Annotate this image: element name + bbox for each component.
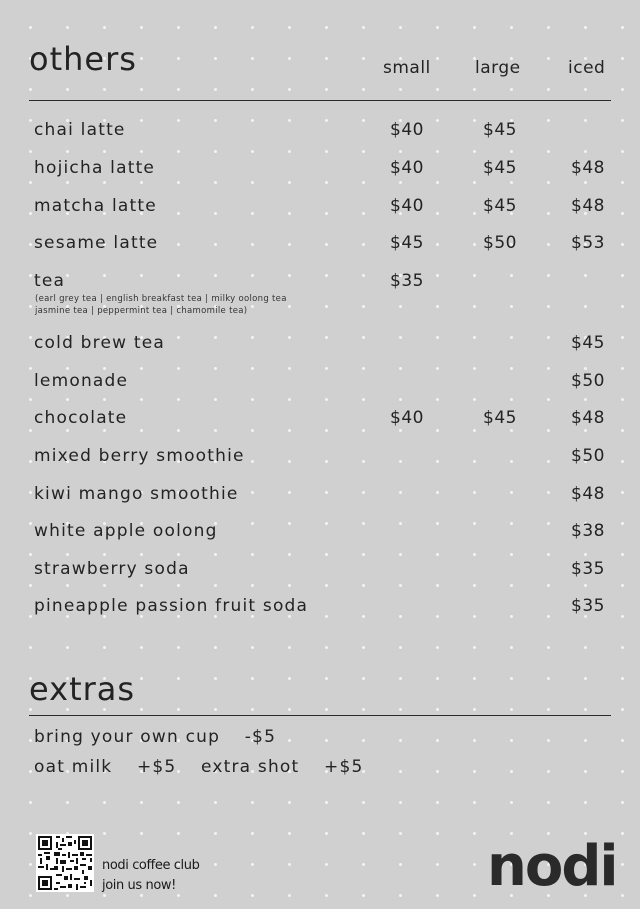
price-small: $40	[390, 196, 424, 216]
extra-price: -$5	[244, 727, 277, 747]
menu-item-cold-brew-tea	[0, 333, 640, 363]
price-iced: $53	[571, 233, 605, 253]
menu-item-pineapple-passion-fruit-soda	[0, 596, 640, 626]
item-name: chocolate	[34, 408, 128, 428]
item-name: sesame latte	[34, 233, 159, 253]
extra-extra-shot	[201, 757, 364, 777]
price-iced: $48	[571, 484, 605, 504]
price-large: $45	[483, 408, 517, 428]
price-small: $40	[390, 120, 424, 140]
price-iced: $35	[571, 559, 605, 579]
brand-logo: nodi	[487, 834, 617, 899]
price-iced: $50	[571, 371, 605, 391]
extra-price: +$5	[324, 757, 364, 777]
menu-item-matcha-latte	[0, 196, 640, 226]
column-header-large: large	[475, 58, 521, 78]
price-small: $35	[390, 271, 424, 291]
item-name: cold brew tea	[34, 333, 165, 353]
club-name: nodi coffee club	[102, 858, 200, 873]
item-name: white apple oolong	[34, 521, 218, 541]
price-iced: $38	[571, 521, 605, 541]
extra-label: bring your own cup	[34, 727, 221, 747]
extra-price: +$5	[136, 757, 177, 777]
qr-code-icon[interactable]	[36, 834, 94, 892]
item-name: strawberry soda	[34, 559, 190, 579]
price-iced: $35	[571, 596, 605, 616]
price-large: $45	[483, 196, 517, 216]
price-iced: $48	[571, 158, 605, 178]
menu-item-chai-latte	[0, 120, 640, 150]
menu-item-tea	[0, 271, 640, 321]
item-name: mixed berry smoothie	[34, 446, 245, 466]
others-title: others	[29, 40, 137, 78]
item-name: tea	[34, 271, 66, 291]
menu-item-sesame-latte	[0, 233, 640, 263]
extra-oat-milk	[34, 757, 176, 777]
club-invite	[102, 856, 199, 896]
price-iced: $48	[571, 408, 605, 428]
menu-item-chocolate	[0, 408, 640, 438]
price-small: $45	[390, 233, 424, 253]
tea-note-line: (earl grey tea | english breakfast tea | milky oolong tea	[35, 294, 287, 304]
item-name: matcha latte	[34, 196, 157, 216]
menu-item-hojicha-latte	[0, 158, 640, 188]
item-name: kiwi mango smoothie	[34, 484, 239, 504]
column-header-small: small	[383, 58, 431, 78]
extra-byo-cup	[34, 727, 276, 747]
menu-item-kiwi-mango-smoothie	[0, 484, 640, 514]
price-large: $45	[483, 120, 517, 140]
price-large: $50	[483, 233, 517, 253]
item-name: chai latte	[34, 120, 126, 140]
item-name: hojicha latte	[34, 158, 156, 178]
menu-item-mixed-berry-smoothie	[0, 446, 640, 476]
item-name: pineapple passion fruit soda	[34, 596, 309, 616]
column-header-iced: iced	[568, 58, 606, 78]
others-header	[29, 40, 611, 101]
extra-label: extra shot	[201, 757, 300, 777]
price-small: $40	[390, 408, 424, 428]
tea-variety-note	[35, 293, 355, 317]
price-iced: $48	[571, 196, 605, 216]
menu-item-white-apple-oolong	[0, 521, 640, 551]
menu-item-lemonade	[0, 371, 640, 401]
item-name: lemonade	[34, 371, 129, 391]
price-large: $45	[483, 158, 517, 178]
price-small: $40	[390, 158, 424, 178]
menu-item-strawberry-soda	[0, 559, 640, 589]
extra-label: oat milk	[34, 757, 113, 777]
tea-note-line: jasmine tea | peppermint tea | chamomile tea)	[35, 306, 248, 316]
extras-header	[29, 670, 611, 716]
club-cta: join us now!	[102, 878, 176, 893]
price-iced: $50	[571, 446, 605, 466]
price-iced: $45	[571, 333, 605, 353]
extras-title: extras	[29, 670, 136, 708]
